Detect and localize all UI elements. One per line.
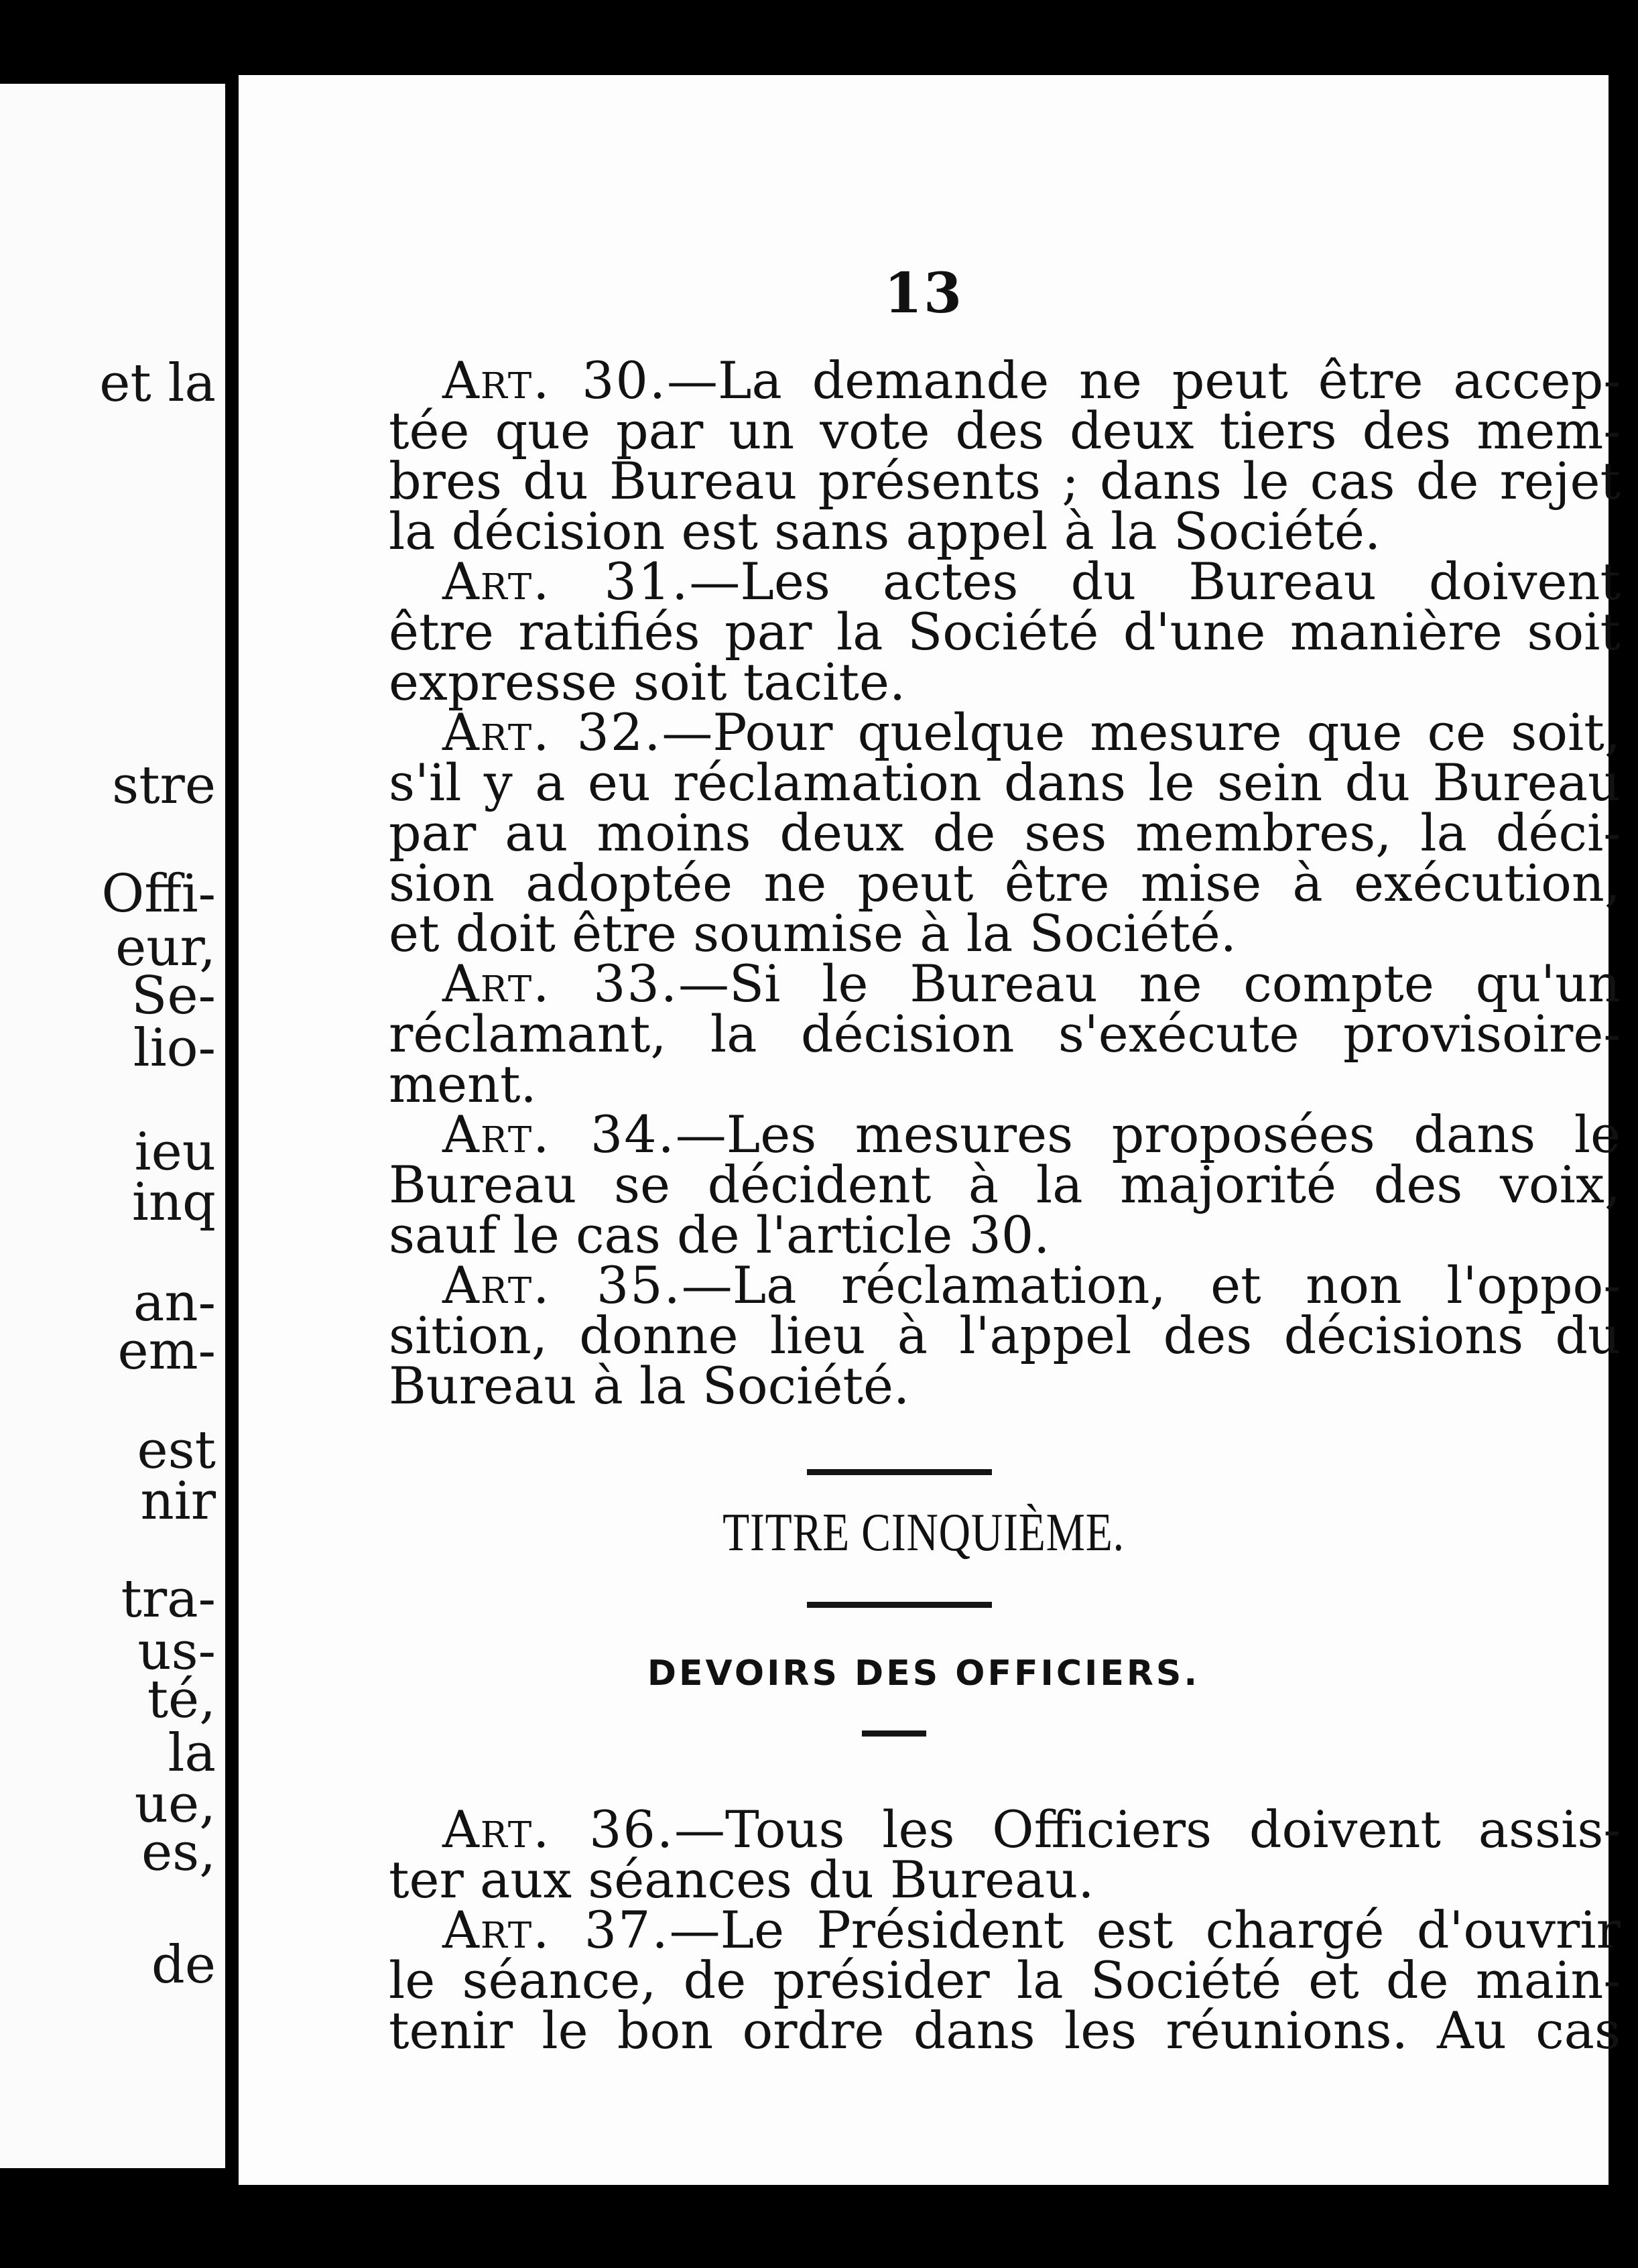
fragment-line: tra- [121,1569,216,1629]
article-line: Bureau se décident à la majorité des voix, [389,1155,1621,1214]
article-line: être ratifiés par la Société d'une manière soit [389,602,1621,662]
article-label: Art. 33. [442,954,679,1013]
article-line: Art. 36.—Tous les Officiers doivent assis- [442,1800,1621,1859]
article-line: Art. 30.—La demande ne peut être accep- [442,351,1621,410]
fragment-line: ieu [134,1122,216,1182]
fragment-line: de [151,1935,216,1995]
article-label: Art. 34. [442,1105,676,1164]
section-title: TITRE CINQUIÈME. [722,1503,1125,1562]
article-line: Art. 31.—Les actes du Bureau doivent [442,552,1621,611]
articles-30-35 [389,351,1621,1415]
article-line: tenir le bon ordre dans les réunions. Au cas [389,2001,1621,2060]
article-label: Art. 35. [442,1255,682,1315]
article-line: Art. 33.—Si le Bureau ne compte qu'un [442,954,1621,1013]
article-line: réclamant, la décision s'exécute provisoire- [389,1004,1621,1064]
article-line: ter aux séances du Bureau. [389,1850,1094,1909]
article-line: Art. 37.—Le Président est chargé d'ouvrir [442,1900,1621,1960]
fragment-line: ue, [134,1774,216,1834]
article-line: ment. [389,1054,537,1114]
article-line: la décision est sans appel à la Société. [389,501,1381,561]
fragment-line: nir [140,1471,216,1531]
section-divider [862,1730,926,1737]
article-line: et doit être soumise à la Société. [389,903,1237,963]
fragment-line: lio- [133,1018,216,1078]
article-label: Art. 36. [442,1800,674,1859]
article-line: Art. 32.—Pour quelque mesure que ce soit, [442,702,1621,762]
article-label: Art. 32. [442,702,662,762]
article-line: par au moins deux de ses membres, la déci- [389,803,1621,863]
fragment-line: inq [131,1172,216,1233]
article-line: Bureau à la Société. [389,1356,910,1415]
article-line: Art. 34.—Les mesures proposées dans le [442,1105,1621,1164]
fragment-line: et la [99,353,216,414]
fragment-line: us- [137,1621,216,1682]
article-label: Art. 37. [442,1900,670,1960]
article-line: bres du Bureau présents ; dans le cas de rejet [389,451,1621,511]
previous-page-fragment [0,84,225,2168]
article-line: s'il y a eu réclamation dans le sein du Bureau [389,753,1621,812]
article-line: tée que par un vote des deux tiers des mem- [389,401,1621,460]
articles-36-37 [389,1800,1621,2060]
page-number: 13 [883,261,964,326]
fragment-line: eur, [115,918,216,978]
article-line: sauf le cas de l'article 30. [389,1205,1050,1265]
section-subtitle: DEVOIRS DES OFFICIERS. [647,1653,1200,1694]
fragment-line: té, [147,1670,216,1730]
fragment-line: Se- [131,966,216,1026]
fragment-line: es, [141,1822,216,1883]
section-divider [807,1469,992,1475]
fragment-line: Offi- [101,864,216,924]
section-divider [807,1602,992,1608]
article-line: Art. 35.—La réclamation, et non l'oppo- [442,1255,1621,1315]
article-line: le séance, de présider la Société et de main- [389,1950,1621,2010]
article-line: expresse soit tacite. [389,652,906,712]
article-label: Art. 30. [442,351,668,410]
article-line: sition, donne lieu à l'appel des décisions du [389,1306,1621,1365]
fragment-line: an- [133,1273,216,1333]
article-line: sion adoptée ne peut être mise à exécution, [389,853,1621,913]
book-page [239,75,1621,2185]
fragment-line: la [168,1723,216,1783]
fragment-line: est [137,1420,216,1480]
fragment-line: stre [112,755,216,816]
fragment-line: em- [117,1321,216,1381]
article-label: Art. 31. [442,552,690,611]
